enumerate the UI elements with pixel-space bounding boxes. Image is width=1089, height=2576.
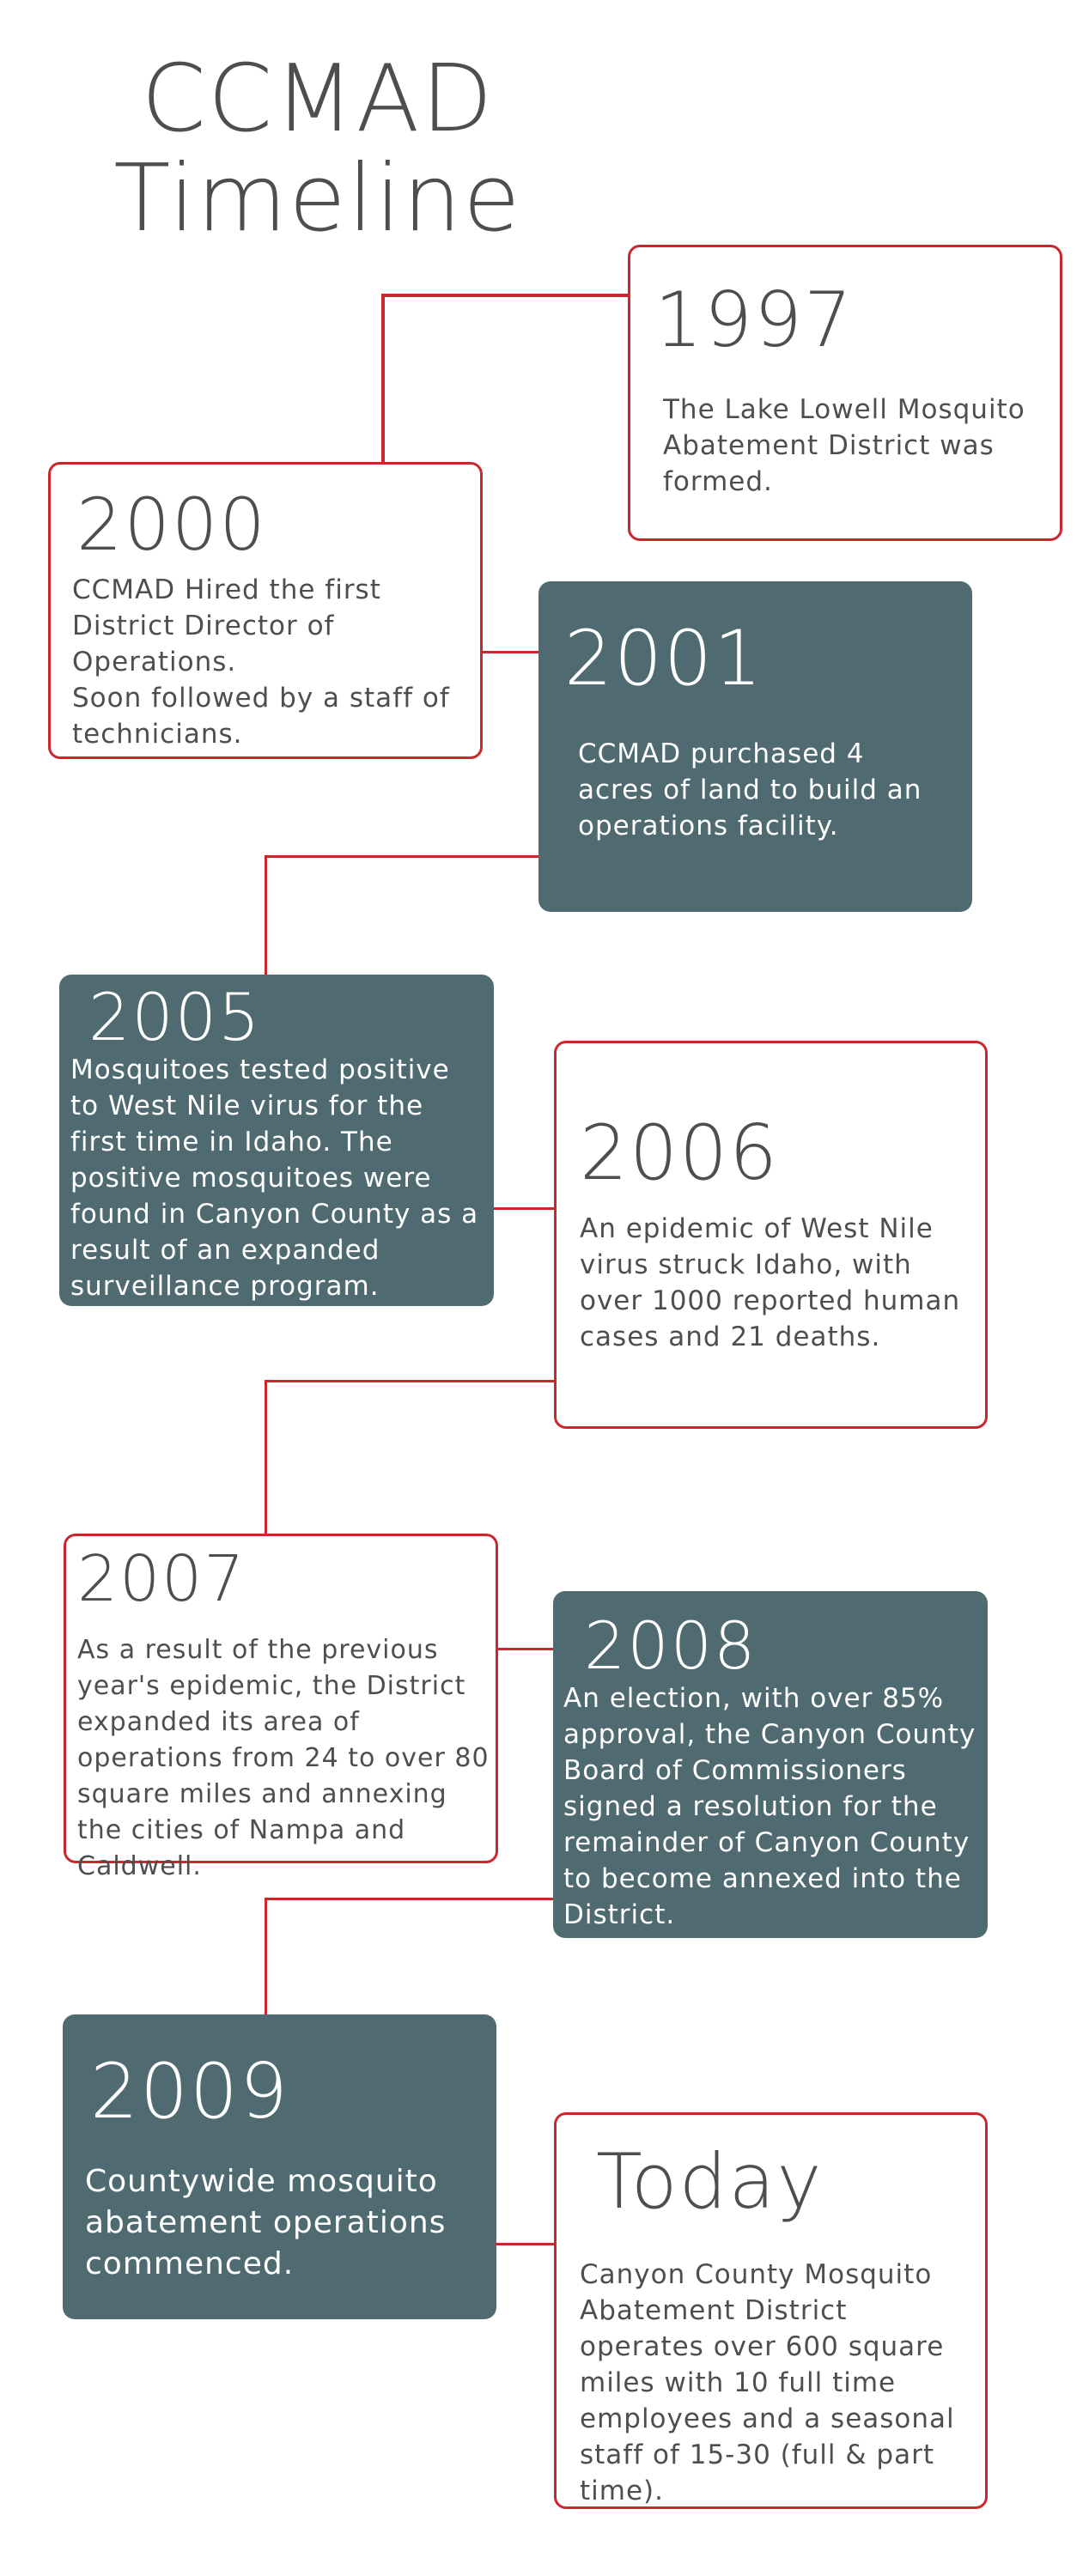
connector-2001-2005-h: [265, 855, 542, 858]
event-description: An election, with over 85% approval, the Canyon County Board of Commissioners signed a resolution for the remainder of Canyon County to become annexed into the District.: [563, 1683, 976, 1930]
event-description: The Lake Lowell Mosquito Abatement District was formed.: [663, 394, 1025, 497]
event-year: 2009: [90, 2047, 289, 2136]
connector-2009-today: [496, 2243, 556, 2245]
event-card-2007: [64, 1534, 498, 1881]
event-description: Mosquitoes tested positive to West Nile virus for the first time in Idaho. The positive mosquitoes were found in Canyon County as a result of an expanded surveillance program.: [70, 1054, 479, 1302]
connector-2000-2001: [482, 651, 542, 653]
event-year: 2007: [77, 1542, 246, 1616]
event-card-2005: [59, 975, 494, 1306]
event-card-2008: [553, 1591, 988, 1938]
event-year: Today: [596, 2137, 824, 2226]
event-description: CCMAD Hired the first District Director of Operations. Soon followed by a staff of technicians.: [72, 574, 450, 750]
connector-2008-2009-h: [265, 1898, 555, 1900]
event-card-1997: [628, 245, 1062, 541]
title-line-1: CCMAD: [141, 46, 495, 153]
connector-2006-2007-h: [265, 1380, 556, 1382]
event-card-2009: [63, 2014, 496, 2319]
event-year: 1997: [654, 276, 854, 364]
event-year: 2005: [88, 979, 262, 1055]
connector-2007-2008: [496, 1648, 555, 1650]
connector-2001-2005-v: [265, 855, 267, 977]
event-year: 2000: [76, 483, 267, 567]
event-card-2000: [48, 462, 483, 759]
page-title: [94, 46, 541, 252]
connector-1997-2000-h: [381, 294, 630, 297]
event-card-2001: [538, 581, 972, 912]
event-card-2006: [554, 1041, 988, 1429]
event-description: As a result of the previous year's epidemic, the District expanded its area of operations from 24 to over 80 square miles and annexing the cities of Nampa and Caldwell.: [77, 1635, 490, 1881]
event-description: Countywide mosquito abatement operations commenced.: [85, 2164, 447, 2281]
title-line-2: Timeline: [113, 145, 522, 252]
event-description: Canyon County Mosquito Abatement District operates over 600 square miles with 10 full time employees and a seasonal staff of 15-30 (full & part time).: [580, 2259, 955, 2506]
event-year: 2008: [584, 1607, 757, 1684]
event-year: 2006: [580, 1109, 779, 1197]
event-card-today: [554, 2112, 988, 2509]
connector-2008-2009-v: [265, 1898, 267, 2016]
connector-2006-2007-v: [265, 1380, 267, 1534]
event-description: An epidemic of West Nile virus struck Idaho, with over 1000 reported human cases and 21 deaths.: [580, 1213, 961, 1352]
connector-1997-2000-v: [381, 294, 385, 464]
event-year: 2001: [564, 614, 764, 702]
connector-2005-2006: [494, 1207, 556, 1210]
event-description: CCMAD purchased 4 acres of land to build an operations facility.: [578, 738, 922, 841]
